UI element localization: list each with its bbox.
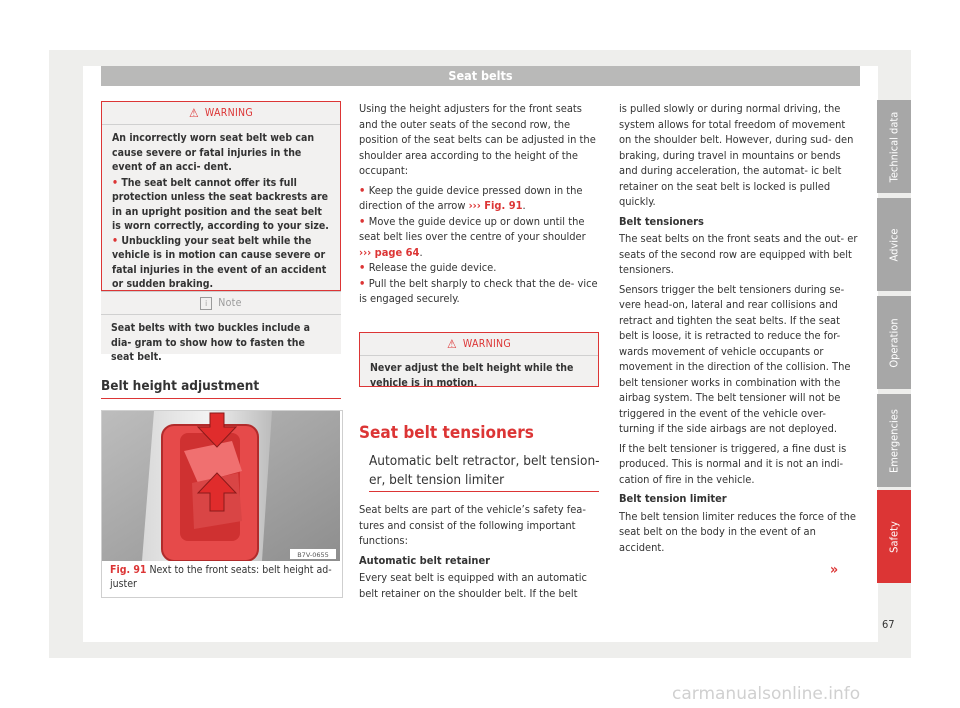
height-adjust-intro: Using the height adjusters for the front seats and the outer seats of the second row, the position of the seat belts can be adjusted in the shoulder area according to the height of the occupant:: [359, 102, 596, 177]
tab-label: Safety: [887, 520, 901, 553]
bullet-icon: •: [112, 176, 122, 189]
column-3: [619, 101, 859, 555]
step-1-tail: .: [522, 199, 526, 212]
step-1-text: Keep the guide device pressed down in the direction of the arrow: [359, 183, 583, 212]
bullet-icon: •: [112, 234, 122, 247]
bullet-icon: •: [359, 183, 369, 197]
step-1: [359, 183, 599, 214]
tab-technical-data[interactable]: [877, 100, 911, 193]
heading-tension-limiter: Belt tension limiter: [619, 492, 727, 505]
note-body: Seat belts with two buckles include a dia- gram to show how to fasten the seat belt.: [111, 322, 311, 363]
section-title-belt-height: Belt height adjustment: [101, 378, 260, 394]
tab-label: Operation: [887, 317, 901, 368]
step-4-text: Pull the belt sharply to check that the de- vice is engaged securely.: [359, 276, 598, 305]
tensioners-text-1: The seat belts on the front seats and the out- er seats of the second row are equipped with belt tensioners.: [619, 232, 858, 276]
warning-box-1: [101, 101, 341, 291]
tab-label: Emergencies: [887, 408, 901, 473]
tab-emergencies[interactable]: [877, 394, 911, 487]
tab-safety[interactable]: [877, 490, 911, 583]
step-2: [359, 214, 599, 261]
warning-triangle-icon: ⚠: [188, 106, 199, 120]
note-heading-text: Note: [218, 297, 242, 309]
limiter-text: The belt tension limiter reduces the force of the seat belt on the body in the event of an accident.: [619, 509, 857, 554]
bullet-icon: •: [359, 276, 369, 290]
warning-2-text: Never adjust the belt height while the vehicle is in motion.: [370, 362, 574, 389]
figure-caption-text: Next to the front seats: belt height ad- juster: [110, 564, 332, 590]
tab-label: Technical data: [887, 111, 901, 182]
bullet-icon: •: [359, 214, 369, 228]
belt-height-adjuster-illustration: [102, 411, 340, 561]
watermark: carmanualsonline.info: [672, 684, 861, 704]
tensioners-intro: Seat belts are part of the vehicle’s safety fea- tures and consist of the following important functions:: [359, 503, 586, 547]
warning-bullet-1: [112, 176, 330, 234]
warning-box-2: [359, 332, 599, 387]
section-rule: [101, 398, 341, 399]
tensioners-text-2: Sensors trigger the belt tensioners during se- vere head-on, lateral and rear collisions and retract and tighten the seat belts. If the seat belt is loose, it is retracted to reduce the for- wards movement of vehicle occupants or movement in the direction of the collision. The belt tensioner works in combination with the airbag system. The belt tensioner will not be triggered in the event of the vehicle over- turning if the side airbags are not deployed.: [619, 282, 851, 435]
retainer-text-b: is pulled slowly or during normal driving, the system allows for total freedom of movement on the shoulder belt. However, during sud- den braking, during travel in mountains or bends and during acceleration, the automat- ic belt retainer on the seat belt is locked is pulled quickly.: [619, 102, 854, 208]
tab-advice[interactable]: [877, 198, 911, 291]
section-subtitle: Automatic belt retractor, belt tension- er, belt tension limiter: [369, 453, 600, 488]
continue-marker: »: [830, 562, 839, 578]
note-box: [101, 291, 341, 363]
running-header: Seat belts: [101, 66, 860, 86]
step-2-tail: .: [419, 245, 423, 259]
bullet-icon: •: [359, 261, 369, 274]
step-4: [359, 276, 599, 307]
section-title-tensioners: Seat belt tensioners: [359, 423, 534, 443]
warning-bullet-2-text: Unbuckling your seat belt while the vehicle is in motion can cause severe or fatal injuries in the event of an accident or sudden braking.: [112, 234, 327, 290]
warning-heading-text: WARNING: [462, 338, 512, 350]
warning-body: [102, 125, 340, 298]
step-2-text: Move the guide device up or down until the seat belt lies over the centre of your shoulder: [359, 214, 586, 243]
heading-belt-tensioners: Belt tensioners: [619, 214, 704, 228]
section-rule: [369, 491, 599, 492]
step-3: [359, 260, 599, 276]
column-2-lower: [359, 502, 599, 601]
column-2: [359, 101, 599, 307]
warning-bullet-2: [112, 234, 330, 292]
ref-fig-91-link[interactable]: ››› Fig. 91: [468, 199, 523, 212]
figure-91: [101, 410, 343, 598]
ref-page-64-link[interactable]: ››› page 64: [359, 245, 420, 259]
step-3-text: Release the guide device.: [368, 261, 497, 274]
figure-caption: [110, 563, 336, 591]
figure-code: B7V-0655: [297, 551, 329, 559]
warning-heading: [360, 333, 598, 356]
tab-operation[interactable]: [877, 296, 911, 389]
note-heading: [101, 292, 341, 315]
page-number: 67: [882, 618, 895, 631]
tensioners-text-3: If the belt tensioner is triggered, a fine dust is produced. This is normal and it is not an indi- cation of fire in the vehicle.: [619, 441, 847, 486]
warning-intro: An incorrectly worn seat belt web can cause severe or fatal injuries in the event of an acci- dent.: [112, 132, 315, 173]
warning-bullet-1-text: The seat belt cannot offer its full protection unless the seat backrests are in an upright position and the seat belt is worn correctly, according to your size.: [112, 176, 329, 232]
heading-belt-retainer: Automatic belt retainer: [359, 553, 491, 567]
info-icon: i: [200, 297, 212, 310]
warning-heading: [102, 102, 340, 125]
warning-triangle-icon: ⚠: [446, 337, 457, 351]
figure-label: Fig. 91: [110, 564, 147, 576]
warning-heading-text: WARNING: [204, 107, 254, 119]
retainer-text-a: Every seat belt is equipped with an automatic belt retainer on the shoulder belt. If the belt: [359, 571, 587, 600]
tab-label: Advice: [887, 228, 901, 261]
